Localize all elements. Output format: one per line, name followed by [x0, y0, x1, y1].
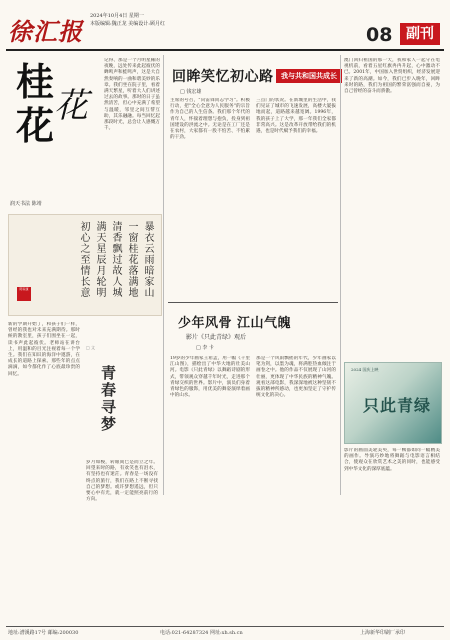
column-divider	[163, 55, 164, 495]
section-rule	[168, 302, 338, 303]
poem-text: 暴衣云雨暗家山 一窗桂花落满地 清香飘过故人城 满天星辰月轮明 初心之至情长意	[78, 221, 153, 298]
qingchun-text: 岁月如梭，转眼间已是而立之年。回望来时的路，有欢笑也有泪水，有坚持也有迷茫。青春是一场没有终点的旅行，我们在路上不断寻找自己的梦想。或许梦想遥远，但只要心中有光，就一定能照亮前行的方向。	[86, 460, 158, 503]
issue-meta	[90, 12, 165, 28]
newspaper-masthead: 徐汇报	[8, 17, 83, 46]
movie-poster-image	[344, 362, 442, 444]
lower-article-title: 少年风骨 江山气魄	[178, 316, 292, 331]
column-divider	[340, 55, 341, 495]
calligraphy-char-stroke: 花	[54, 86, 88, 126]
footer-contact: 电话:021-64287324 网址:xh.sh.cn	[160, 630, 243, 636]
masthead-rule	[6, 49, 444, 51]
qingchun-title-block	[86, 345, 130, 455]
poster-title: 只此青绿	[363, 396, 432, 415]
issue-date: 2024年10月4日 星期一	[90, 13, 144, 19]
footer-address: 地址:漕溪路17号 邮编:200030	[8, 630, 79, 636]
poster-tag: 2024 国庆上映	[351, 367, 379, 372]
qingchun-author: □ 文	[86, 345, 96, 350]
calligraphy-artwork	[10, 60, 100, 200]
footer-rule	[6, 626, 444, 627]
page-number: 08	[366, 24, 393, 46]
main-article-text-a: 主席的号召，"向雷锋同志学习"。积极行动，把"全心全意为人民服务"的宗旨作为自己的人生信条。我们那个年代的青年人，怀揣着理想与抱负，投身到祖国建设的洪流之中。无论是在工厂还是在农村，大家都有一股不怕苦、不怕累的干劲。	[170, 98, 250, 141]
lower-article-subtitle: 影片《只此青绿》观后	[186, 334, 247, 341]
main-article-author: □ 钱宏雄	[180, 89, 202, 95]
lower-article-text-c: 影片的画面美轮美奂，每一帧都如同一幅精美的画作。导演巧妙地将舞蹈与电影语言相结合，使观众在欣赏艺术之美的同时，也能感受到中华文化的深厚底蕴。	[344, 448, 440, 472]
poem-scroll-image	[8, 214, 162, 316]
main-article-text-c: 澳门回归祖国的那一天，我和家人一起守在电视机前，看着五星红旗冉冉升起，心中激动不已。2001年，中国加入世贸组织，经济发展迎来了新的高潮。如今，我们已步入晚年，回眸来时的路，我们为祖国的繁荣富强而自豪，为自己曾经的奋斗而骄傲。	[344, 58, 440, 95]
left-column-text: 记得、那是一个月明星稀的夜晚，远处传来此起彼伏的蝉鸣声和蛙鸣声，这是大自然奏响的一曲和谐美妙的乐章。我们坐在院子里，看着满天繁星，听着大人们讲述过去的故事。那时的日子虽然清苦，但心中充满了希望与温暖，邻里之间互帮互助，其乐融融。每当回忆起那段时光，总会让人感慨万千。	[104, 58, 160, 132]
section-tag: 副刊	[400, 23, 440, 45]
lower-article-text-b: 那是一个风雨飘摇的年代，少年画家以笔为剑，以墨为魂，将满腔热血倾注于画卷之中。他的作品不仅展现了山河的壮丽，更体现了中华民族的精神气魄。观看这部电影，我深深地被这种坚韧不拔的精神所感动，也更加坚定了守护传统文化的决心。	[256, 356, 336, 399]
qingchun-title: 青春寻梦	[99, 365, 117, 433]
lower-article-text-a: 19岁的少年画家王希孟，用一幅《千里江山图》，描绘出了中华大地的壮美山河。电影《只此青绿》以舞蹈诗剧的形式，带领观众穿越千年时光，走进那个青绿交织的世界。影片中，演员们身着青绿色的服饰，用优美的舞姿演绎着画中的山水。	[170, 356, 250, 399]
left-bottom-text: 新的学期开始了，和孩子们一样，曾经的我也对未来充满期待。那时候的教室里，孩子们围坐在一起，读书声此起彼伏。老师站在讲台上，用温和的目光注视着每一个学生。我们在知识的海洋中遨游，在成长的道路上探索。那些年的点点滴滴，如今都化作了心底最珍贵的回忆。	[8, 322, 80, 377]
main-article-badge: 我与共和国共成长	[276, 69, 342, 83]
main-article-text-b: 三点门的状况。在新城里的生活中，我们见证了城市的飞速发展，高楼大厦拔地而起，道路越来越宽阔。1996年，我的孩子上了大学，那一年我们全家都非常高兴。这是改革开放带给我们的机遇，也是时代赋予我们的幸福。	[256, 98, 336, 135]
seal-stamp: 陈家康	[17, 287, 31, 301]
footer-printer: 上海新华印刷厂承印	[360, 630, 406, 636]
editor-line: 本版编辑:魏正龙 美编设计:顾月红	[90, 21, 165, 27]
lower-article-author: □ 李 卡	[196, 345, 214, 351]
main-article-title: 回眸笑忆初心路	[172, 69, 274, 85]
calligraphy-chars: 桂花	[16, 59, 55, 148]
calligraphy-caption: 润天书法 陈靖	[10, 201, 42, 207]
